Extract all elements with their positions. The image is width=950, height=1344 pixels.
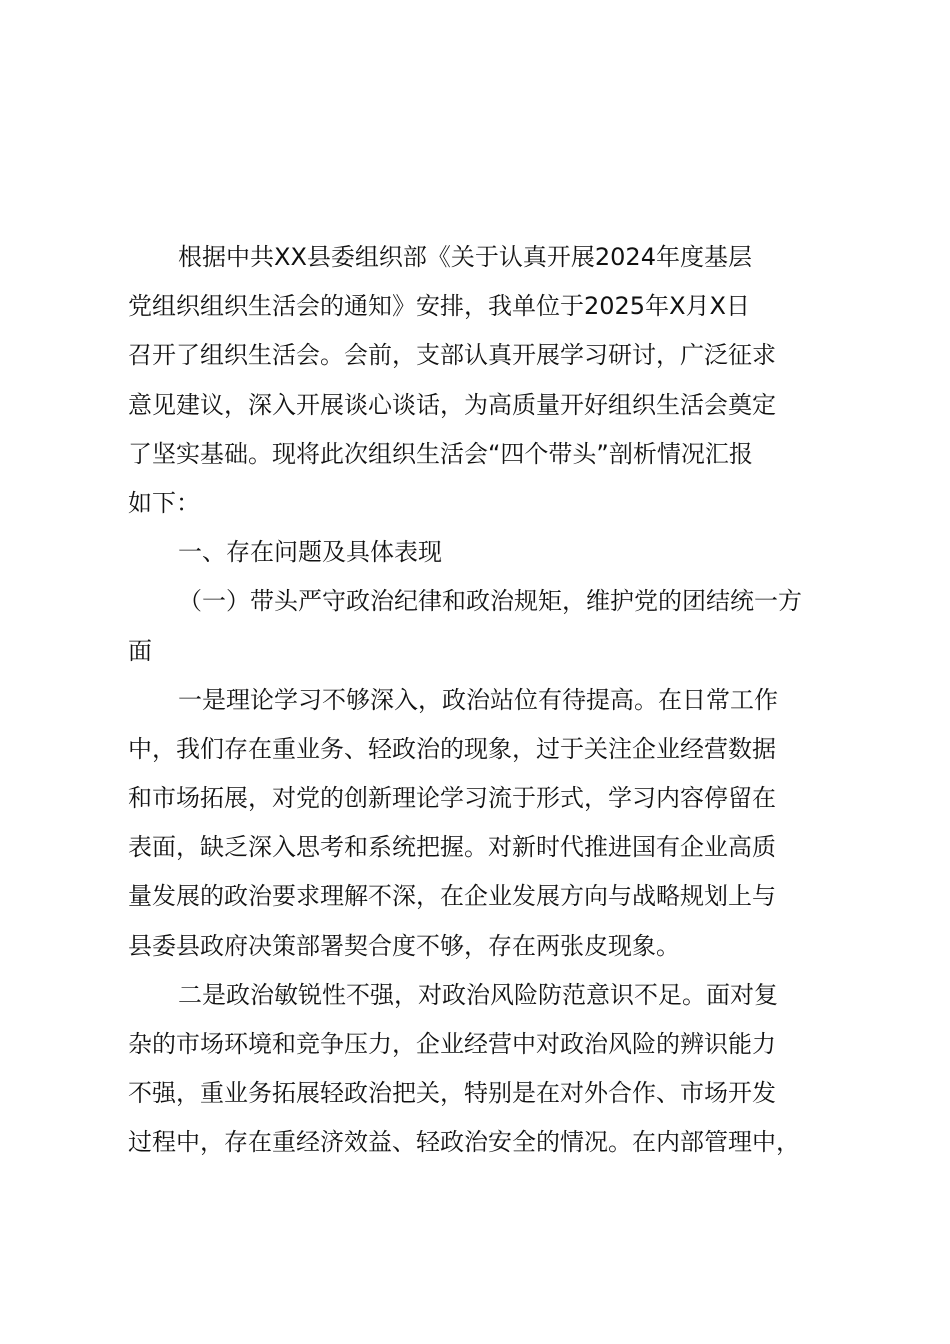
- text-line: 县委县政府决策部署契合度不够，存在两张皮现象。: [128, 931, 680, 960]
- subsection-heading-continued: 面: [128, 636, 152, 665]
- text-line: 中，我们存在重业务、轻政治的现象，过于关注企业经营数据: [128, 734, 776, 763]
- text-line: 表面，缺乏深入思考和系统把握。对新时代推进国有企业高质: [128, 833, 776, 862]
- text-line: 量发展的政治要求理解不深，在企业发展方向与战略规划上与: [128, 882, 776, 911]
- text-line: 二是政治敏锐性不强，对政治风险防范意识不足。面对复: [178, 980, 778, 1009]
- text-line: 和市场拓展，对党的创新理论学习流于形式，学习内容停留在: [128, 784, 776, 813]
- subsection-heading: （一）带头严守政治纪律和政治规矩，维护党的团结统一方: [178, 587, 802, 616]
- text-line: 过程中，存在重经济效益、轻政治安全的情况。在内部管理中，: [128, 1128, 800, 1157]
- text-line: 意见建议，深入开展谈心谈话，为高质量开好组织生活会奠定: [128, 390, 776, 419]
- text-line: 杂的市场环境和竞争压力，企业经营中对政治风险的辨识能力: [128, 1030, 776, 1058]
- text-line: 不强，重业务拓展轻政治把关，特别是在对外合作、市场开发: [128, 1079, 776, 1108]
- text-line: 一是理论学习不够深入，政治站位有待提高。在日常工作: [178, 685, 778, 714]
- text-line: 党组织组织生活会的通知》安排，我单位于2025年X月X日: [128, 292, 750, 321]
- document-body: [128, 233, 838, 1168]
- section-heading: 一、存在问题及具体表现: [178, 538, 442, 567]
- text-line: 如下：: [128, 488, 200, 517]
- text-line: 根据中共XX县委组织部《关于认真开展2024年度基层: [178, 243, 752, 271]
- text-line: 了坚实基础。现将此次组织生活会“四个带头”剖析情况汇报: [128, 439, 753, 468]
- text-line: 召开了组织生活会。会前，支部认真开展学习研讨，广泛征求: [128, 341, 776, 370]
